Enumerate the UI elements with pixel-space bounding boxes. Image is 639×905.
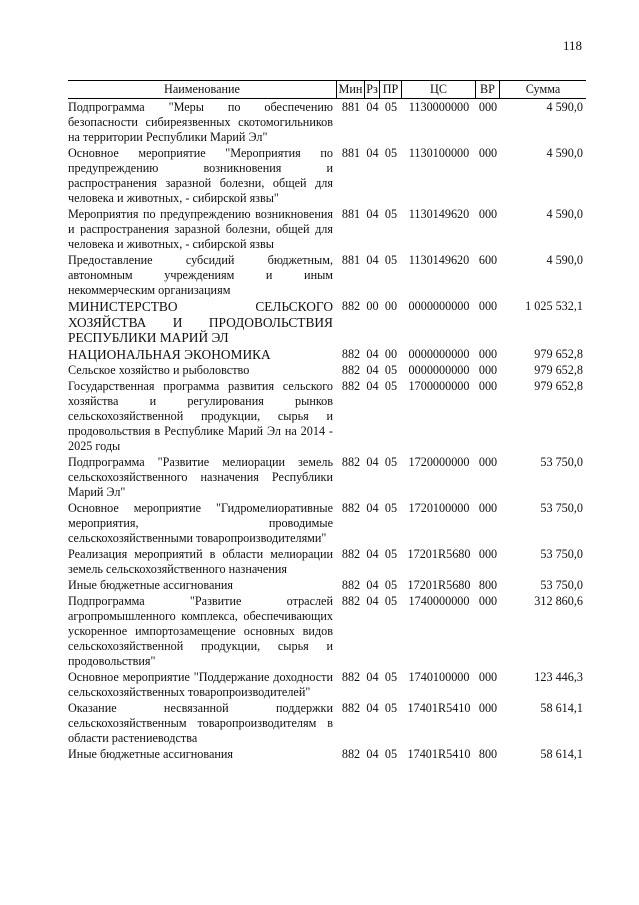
row-name: Государственная программа развития сельского хозяйства и регулирования рынков сельскохозяйственной продукции, сырья и продовольствия в Республике Марий Эл на 2014 - 2025 годы (68, 379, 333, 453)
row-name: Сельское хозяйство и рыболовство (68, 363, 250, 377)
row-min: 882 (341, 578, 361, 592)
row-pr: 05 (384, 578, 398, 592)
row-name: Мероприятия по предупреждению возникновения и распространения заразной болезни, общей для человека и животных, - сибирской язвы (68, 207, 333, 251)
row-pr: 00 (384, 299, 398, 313)
row-min: 882 (341, 594, 361, 608)
table-row (68, 207, 586, 252)
row-cs: 1700000000 (408, 379, 470, 393)
row-min: 882 (341, 379, 361, 393)
row-min: 882 (341, 701, 361, 715)
row-sum: 123 446,3 (534, 670, 583, 684)
row-cs: 1130100000 (408, 146, 470, 160)
row-sum: 53 750,0 (540, 578, 583, 592)
row-sum: 58 614,1 (540, 747, 583, 761)
header-min: Мин (337, 81, 365, 98)
row-sum: 4 590,0 (546, 253, 583, 267)
row-vr: 600 (478, 253, 498, 267)
row-rz: 04 (366, 346, 379, 361)
row-vr: 000 (478, 670, 498, 684)
table-row (68, 379, 586, 454)
row-rz: 04 (366, 146, 379, 160)
row-rz: 04 (366, 701, 379, 715)
row-pr: 00 (384, 346, 398, 361)
row-name: Иные бюджетные ассигнования (68, 747, 234, 761)
table-row (68, 578, 586, 593)
header-vr: ВР (476, 81, 500, 98)
row-vr: 000 (478, 701, 498, 715)
row-vr: 000 (478, 299, 498, 313)
row-pr: 05 (384, 100, 398, 114)
table-row (68, 253, 586, 298)
table-row (68, 146, 586, 206)
row-rz: 04 (366, 670, 379, 684)
table-row (68, 501, 586, 546)
row-vr: 000 (478, 379, 498, 393)
row-rz: 04 (366, 207, 379, 221)
row-cs: 1130000000 (408, 100, 470, 114)
row-min: 881 (341, 207, 361, 221)
row-cs: 17401R5410 (407, 701, 471, 715)
row-pr: 05 (384, 594, 398, 608)
row-name: Основное мероприятие "Мероприятия по предупреждению возникновения и распространения заразной болезни, общей для человека и животных, - сибирской язвы" (68, 146, 333, 205)
row-sum: 53 750,0 (540, 501, 583, 515)
row-sum: 979 652,8 (534, 346, 583, 361)
row-rz: 04 (366, 501, 379, 515)
row-vr: 000 (478, 363, 498, 377)
row-min: 882 (341, 346, 361, 361)
table-body (68, 100, 586, 762)
header-sum: Сумма (525, 82, 561, 96)
row-pr: 05 (384, 670, 398, 684)
row-pr: 05 (384, 547, 398, 561)
row-pr: 05 (384, 701, 398, 715)
row-min: 882 (341, 363, 361, 377)
row-cs: 0000000000 (408, 299, 470, 313)
row-name: НАЦИОНАЛЬНАЯ ЭКОНОМИКА (68, 346, 271, 362)
row-cs: 17401R5410 (407, 747, 471, 761)
row-min: 882 (341, 501, 361, 515)
table-row (68, 363, 586, 378)
row-name: Предоставление субсидий бюджетным, автономным учреждениям и иным некоммерческим организациям (68, 253, 333, 297)
row-cs: 17201R5680 (407, 547, 471, 561)
row-name: Реализация мероприятий в области мелиорации земель сельскохозяйственного назначения (68, 547, 333, 576)
table-row (68, 701, 586, 746)
row-sum: 979 652,8 (534, 363, 583, 377)
row-rz: 04 (366, 253, 379, 267)
row-pr: 05 (384, 207, 398, 221)
table-row (68, 547, 586, 577)
row-vr: 000 (478, 501, 498, 515)
header-rz: Рз (365, 81, 380, 98)
row-pr: 05 (384, 747, 398, 761)
row-name: Оказание несвязанной поддержки сельскохозяйственным товаропроизводителям в области растениеводства (68, 701, 333, 745)
row-min: 881 (341, 100, 361, 114)
row-rz: 04 (366, 594, 379, 608)
row-sum: 53 750,0 (540, 547, 583, 561)
row-cs: 1130149620 (408, 207, 470, 221)
row-vr: 800 (478, 747, 498, 761)
row-vr: 000 (478, 547, 498, 561)
row-name: МИНИСТЕРСТВО СЕЛЬСКОГО ХОЗЯЙСТВА И ПРОДОВОЛЬСТВИЯ РЕСПУБЛИКИ МАРИЙ ЭЛ (68, 299, 333, 345)
row-cs: 0000000000 (408, 346, 470, 361)
row-vr: 000 (478, 146, 498, 160)
row-sum: 58 614,1 (540, 701, 583, 715)
page-number: 118 (562, 38, 582, 53)
row-vr: 000 (478, 455, 498, 469)
row-rz: 04 (366, 455, 379, 469)
row-min: 882 (341, 455, 361, 469)
row-vr: 000 (478, 100, 498, 114)
row-cs: 0000000000 (408, 363, 470, 377)
row-rz: 04 (366, 578, 379, 592)
row-min: 882 (341, 299, 361, 313)
row-rz: 04 (366, 100, 379, 114)
row-pr: 05 (384, 501, 398, 515)
row-vr: 000 (478, 594, 498, 608)
row-min: 882 (341, 670, 361, 684)
row-name: Основное мероприятие "Гидромелиоративные мероприятия, проводимые сельскохозяйственными товаропроизводителями" (68, 501, 333, 545)
row-vr: 000 (478, 346, 498, 361)
row-name: Подпрограмма "Меры по обеспечению безопасности сибиреязвенных скотомогильников на территории Республики Марий Эл" (68, 100, 333, 144)
row-rz: 04 (366, 747, 379, 761)
row-cs: 1720100000 (408, 501, 470, 515)
row-pr: 05 (384, 379, 398, 393)
table-row (68, 347, 586, 363)
row-min: 881 (341, 146, 361, 160)
row-name: Иные бюджетные ассигнования (68, 578, 234, 592)
header-cs: ЦС (402, 81, 476, 98)
table-row (68, 747, 586, 762)
row-name: Подпрограмма "Развитие мелиорации земель сельскохозяйственного назначения Республики Марий Эл" (68, 455, 333, 499)
table-row (68, 455, 586, 500)
row-name: Основное мероприятие "Поддержание доходности сельскохозяйственных товаропроизводителей" (68, 670, 333, 699)
row-vr: 800 (478, 578, 498, 592)
row-sum: 4 590,0 (546, 100, 583, 114)
table-row (68, 670, 586, 700)
row-pr: 05 (384, 363, 398, 377)
table-row (68, 100, 586, 145)
row-pr: 05 (384, 253, 398, 267)
row-name: Подпрограмма "Развитие отраслей агропромышленного комплекса, обеспечивающих ускоренное импортозамещение основных видов сельскохозяйственной продукции, сырья и продовольствия" (68, 594, 333, 668)
row-min: 881 (341, 253, 361, 267)
table-header (68, 80, 586, 99)
row-rz: 04 (366, 379, 379, 393)
row-cs: 1130149620 (408, 253, 470, 267)
table-row (68, 299, 586, 346)
row-min: 882 (341, 547, 361, 561)
row-sum: 1 025 532,1 (525, 299, 583, 313)
table-row (68, 594, 586, 669)
row-pr: 05 (384, 455, 398, 469)
header-pr: ПР (380, 81, 402, 98)
row-sum: 979 652,8 (534, 379, 583, 393)
row-sum: 312 860,6 (534, 594, 583, 608)
row-pr: 05 (384, 146, 398, 160)
row-sum: 4 590,0 (546, 207, 583, 221)
row-rz: 00 (366, 299, 379, 313)
row-cs: 1740000000 (408, 594, 470, 608)
row-min: 882 (341, 747, 361, 761)
row-cs: 1740100000 (408, 670, 470, 684)
row-rz: 04 (366, 547, 379, 561)
row-sum: 4 590,0 (546, 146, 583, 160)
row-vr: 000 (478, 207, 498, 221)
row-sum: 53 750,0 (540, 455, 583, 469)
row-cs: 1720000000 (408, 455, 470, 469)
row-cs: 17201R5680 (407, 578, 471, 592)
header-name: Наименование (68, 81, 337, 98)
budget-table (68, 80, 586, 762)
row-rz: 04 (366, 363, 379, 377)
